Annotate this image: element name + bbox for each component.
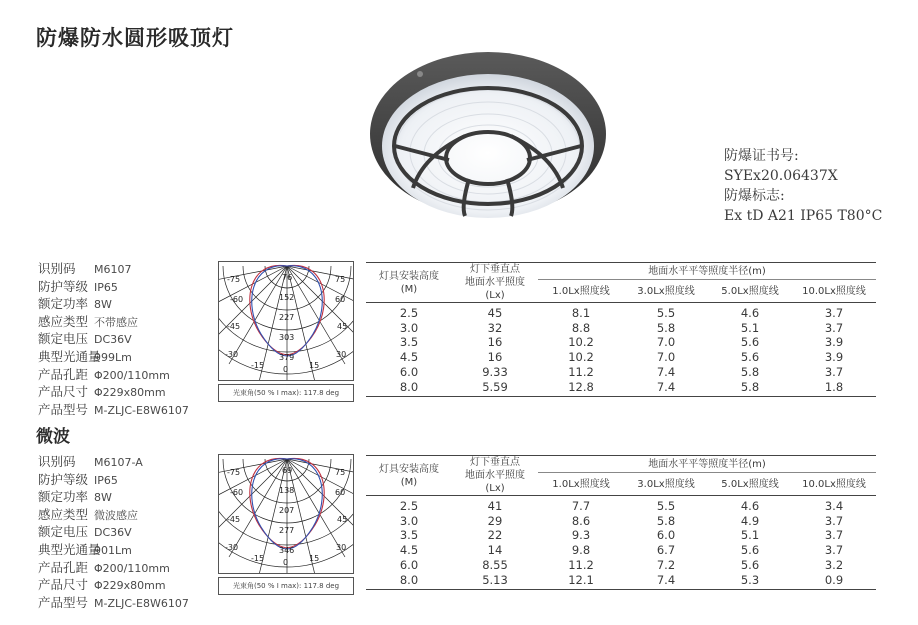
table-cell: 41 bbox=[487, 499, 503, 513]
table-cell: 4.9 bbox=[740, 513, 760, 528]
table-cell: 16 bbox=[487, 335, 503, 350]
angle-label: 15 bbox=[309, 361, 320, 370]
table-cell: 8.0 bbox=[366, 380, 452, 397]
table-cell: 2.5 bbox=[399, 499, 419, 513]
angle-label: -30 bbox=[225, 543, 239, 552]
col-header-center-lux: 灯下垂直点 地面水平照度 (Lx) bbox=[452, 456, 538, 496]
table-cell: 3.7 bbox=[824, 306, 844, 320]
spec-key: 额定功率 bbox=[38, 296, 89, 312]
table-cell: 3.0 bbox=[399, 320, 419, 335]
table-cell: 7.0 bbox=[656, 350, 676, 365]
table-cell: 0.9 bbox=[792, 573, 876, 590]
table-cell: 22 bbox=[487, 528, 503, 543]
spec-key: 产品孔距 bbox=[38, 366, 89, 382]
spec-row bbox=[38, 331, 189, 349]
table-cell: 3.2 bbox=[824, 557, 844, 572]
cert-number: SYEx20.06437X bbox=[724, 168, 838, 184]
spec-value: 8W bbox=[94, 298, 112, 312]
table-cell: 6.7 bbox=[656, 543, 676, 558]
spec-row bbox=[38, 349, 189, 367]
spec-key: 典型光通量 bbox=[38, 541, 101, 557]
table-cell: 5.8 bbox=[740, 364, 760, 379]
polar-light-distribution-diagram bbox=[218, 261, 354, 381]
angle-label: -60 bbox=[230, 488, 244, 497]
spec-value: 901Lm bbox=[94, 543, 132, 557]
spec-value: M-ZLJC-E8W6107 bbox=[94, 403, 189, 417]
table-cell: 3.5 bbox=[399, 335, 419, 350]
angle-label: -30 bbox=[225, 350, 239, 359]
table-cell: 6.0 bbox=[399, 364, 419, 379]
table-cell: 5.6 bbox=[740, 543, 760, 558]
table-cell: 5.13 bbox=[452, 573, 538, 590]
table-cell: 45 bbox=[487, 306, 503, 320]
table-cell: 3.7 bbox=[824, 528, 844, 543]
col-header-3lx: 3.0Lx照度线 bbox=[624, 473, 708, 496]
spec-value: Φ200/110mm bbox=[94, 561, 170, 575]
table-cell: 3.7 bbox=[824, 364, 844, 379]
spec-value: M-ZLJC-E8W6107 bbox=[94, 596, 189, 610]
ring-label: 152 bbox=[279, 293, 295, 302]
table-cell: 3.7 bbox=[824, 543, 844, 558]
table-cell: 3.4 bbox=[824, 499, 844, 513]
spec-key: 识别码 bbox=[38, 261, 76, 276]
spec-value: Φ229x80mm bbox=[94, 579, 166, 593]
spec-value: Φ229x80mm bbox=[94, 386, 166, 400]
table-cell: 4.5 bbox=[399, 350, 419, 365]
col-header-10lx: 10.0Lx照度线 bbox=[792, 280, 876, 303]
angle-label: 30 bbox=[336, 543, 347, 552]
spec-row bbox=[38, 595, 189, 613]
table-row bbox=[366, 543, 876, 558]
table-cell: 8.55 bbox=[482, 557, 508, 572]
table-cell: 3.7 bbox=[824, 320, 844, 335]
beam-angle-note: 光束角(50 % I max): 117.8 deg bbox=[218, 577, 354, 595]
spec-row bbox=[38, 472, 189, 490]
table-cell: 1.8 bbox=[792, 380, 876, 397]
spec-key: 产品尺寸 bbox=[38, 577, 89, 593]
spec-key: 产品型号 bbox=[38, 594, 89, 610]
spec-row bbox=[38, 507, 189, 525]
table-cell: 8.6 bbox=[571, 513, 591, 528]
ring-label: 207 bbox=[279, 506, 295, 515]
table-cell: 16 bbox=[487, 350, 503, 365]
col-header-5lx: 5.0Lx照度线 bbox=[708, 280, 792, 303]
spec-key: 产品型号 bbox=[38, 401, 89, 417]
table-cell: 3.7 bbox=[824, 513, 844, 528]
spec-key: 额定电压 bbox=[38, 331, 89, 347]
ring-label: 277 bbox=[279, 526, 295, 535]
table-cell: 5.6 bbox=[740, 557, 760, 572]
angle-label: 0 bbox=[283, 558, 289, 567]
table-cell: 9.33 bbox=[482, 364, 508, 379]
ring-label: 69 bbox=[282, 466, 293, 475]
ring-label: 303 bbox=[279, 333, 295, 342]
table-row bbox=[366, 350, 876, 365]
table-row bbox=[366, 380, 876, 397]
lamp-product-image bbox=[365, 38, 611, 228]
table-cell: 5.1 bbox=[740, 528, 760, 543]
angle-label: -75 bbox=[227, 468, 241, 477]
table-cell: 12.8 bbox=[538, 380, 624, 397]
table-cell: 4.6 bbox=[740, 306, 760, 320]
table-row bbox=[366, 558, 876, 573]
table-cell: 5.8 bbox=[656, 320, 676, 335]
table-row bbox=[366, 303, 876, 321]
illuminance-table bbox=[366, 262, 876, 397]
table-cell: 3.9 bbox=[824, 335, 844, 350]
table-cell: 10.2 bbox=[568, 335, 594, 350]
page-title: 防爆防水圆形吸顶灯 bbox=[36, 26, 234, 50]
spec-value: 微波感应 bbox=[94, 508, 138, 522]
spec-value: Φ200/110mm bbox=[94, 368, 170, 382]
table-cell: 14 bbox=[487, 543, 503, 558]
angle-label: 60 bbox=[335, 295, 346, 304]
table-cell: 5.5 bbox=[656, 306, 676, 320]
spec-row bbox=[38, 314, 189, 332]
table-row bbox=[366, 528, 876, 543]
spec-key: 感应类型 bbox=[38, 313, 89, 329]
col-header-1lx: 1.0Lx照度线 bbox=[538, 280, 624, 303]
spec-key: 感应类型 bbox=[38, 506, 89, 522]
ring-label: 76 bbox=[282, 273, 293, 282]
spec-value: 不带感应 bbox=[94, 315, 138, 329]
spec-list bbox=[38, 454, 189, 612]
angle-label: -45 bbox=[227, 515, 241, 524]
spec-key: 识别码 bbox=[38, 454, 76, 469]
col-header-height: 灯具安装高度 (M) bbox=[366, 456, 452, 496]
col-header-10lx: 10.0Lx照度线 bbox=[792, 473, 876, 496]
spec-value: IP65 bbox=[94, 280, 118, 294]
spec-value: M6107 bbox=[94, 263, 132, 276]
table-cell: 7.4 bbox=[656, 364, 676, 379]
ring-label: 346 bbox=[279, 546, 295, 555]
table-cell: 8.8 bbox=[571, 320, 591, 335]
illuminance-table bbox=[366, 455, 876, 590]
col-header-3lx: 3.0Lx照度线 bbox=[624, 280, 708, 303]
spec-row bbox=[38, 279, 189, 297]
angle-label: 75 bbox=[335, 468, 346, 477]
table-cell: 3.9 bbox=[824, 350, 844, 365]
table-cell: 7.7 bbox=[571, 499, 591, 513]
table-cell: 8.1 bbox=[571, 306, 591, 320]
spec-value: DC36V bbox=[94, 333, 132, 347]
angle-label: -60 bbox=[230, 295, 244, 304]
table-cell: 7.2 bbox=[656, 557, 676, 572]
spec-row bbox=[38, 384, 189, 402]
spec-key: 额定电压 bbox=[38, 524, 89, 540]
table-cell: 8.0 bbox=[366, 573, 452, 590]
angle-label: 30 bbox=[336, 350, 347, 359]
spec-row bbox=[38, 560, 189, 578]
table-cell: 2.5 bbox=[399, 306, 419, 320]
angle-label: -75 bbox=[227, 275, 241, 284]
angle-label: 60 bbox=[335, 488, 346, 497]
angle-label: -45 bbox=[227, 322, 241, 331]
spec-row bbox=[38, 542, 189, 560]
angle-label: 45 bbox=[337, 515, 348, 524]
table-row bbox=[366, 496, 876, 514]
spec-key: 典型光通量 bbox=[38, 348, 101, 364]
table-cell: 11.2 bbox=[568, 364, 594, 379]
table-cell: 32 bbox=[487, 320, 503, 335]
spec-row bbox=[38, 489, 189, 507]
spec-row bbox=[38, 454, 189, 472]
table-row bbox=[366, 514, 876, 529]
col-header-1lx: 1.0Lx照度线 bbox=[538, 473, 624, 496]
spec-list bbox=[38, 261, 189, 419]
spec-value: DC36V bbox=[94, 526, 132, 540]
table-cell: 3.5 bbox=[399, 528, 419, 543]
col-header-5lx: 5.0Lx照度线 bbox=[708, 473, 792, 496]
section-title: 微波 bbox=[36, 427, 70, 447]
table-cell: 6.0 bbox=[399, 557, 419, 572]
col-header-radius-group: 地面水平平等照度半径(m) bbox=[538, 263, 876, 280]
table-row bbox=[366, 335, 876, 350]
table-cell: 5.8 bbox=[656, 513, 676, 528]
ring-label: 227 bbox=[279, 313, 295, 322]
table-cell: 12.1 bbox=[538, 573, 624, 590]
table-cell: 11.2 bbox=[568, 557, 594, 572]
table-row bbox=[366, 573, 876, 590]
ring-label: 138 bbox=[279, 486, 295, 495]
table-cell: 4.5 bbox=[399, 543, 419, 558]
table-cell: 3.0 bbox=[399, 513, 419, 528]
angle-label: -15 bbox=[251, 554, 265, 563]
angle-label: 15 bbox=[309, 554, 320, 563]
table-cell: 5.8 bbox=[708, 380, 792, 397]
table-cell: 5.6 bbox=[740, 350, 760, 365]
table-row bbox=[366, 365, 876, 380]
mark-value: Ex tD A21 IP65 T80°C bbox=[724, 208, 883, 224]
table-cell: 4.6 bbox=[740, 499, 760, 513]
angle-label: 45 bbox=[337, 322, 348, 331]
angle-label: -15 bbox=[251, 361, 265, 370]
ring-label: 379 bbox=[279, 353, 295, 362]
table-cell: 5.6 bbox=[740, 335, 760, 350]
table-cell: 10.2 bbox=[568, 350, 594, 365]
spec-value: IP65 bbox=[94, 473, 118, 487]
spec-key: 防护等级 bbox=[38, 278, 89, 294]
table-cell: 6.0 bbox=[656, 528, 676, 543]
spec-key: 额定功率 bbox=[38, 489, 89, 505]
spec-key: 产品孔距 bbox=[38, 559, 89, 575]
table-cell: 5.3 bbox=[708, 573, 792, 590]
spec-row bbox=[38, 402, 189, 420]
spec-key: 防护等级 bbox=[38, 471, 89, 487]
col-header-radius-group: 地面水平平等照度半径(m) bbox=[538, 456, 876, 473]
spec-value: 8W bbox=[94, 491, 112, 505]
table-cell: 9.3 bbox=[571, 528, 591, 543]
table-cell: 7.4 bbox=[624, 573, 708, 590]
table-cell: 5.1 bbox=[740, 320, 760, 335]
angle-label: 0 bbox=[283, 365, 289, 374]
angle-label: 75 bbox=[335, 275, 346, 284]
beam-angle-note: 光束角(50 % I max): 117.8 deg bbox=[218, 384, 354, 402]
table-cell: 5.5 bbox=[656, 499, 676, 513]
spec-row bbox=[38, 261, 189, 279]
table-cell: 7.4 bbox=[624, 380, 708, 397]
col-header-center-lux: 灯下垂直点 地面水平照度 (Lx) bbox=[452, 263, 538, 303]
cert-label: 防爆证书号: bbox=[724, 148, 799, 164]
explosion-proof-certificate bbox=[724, 146, 882, 226]
table-cell: 7.0 bbox=[656, 335, 676, 350]
table-cell: 9.8 bbox=[571, 543, 591, 558]
mark-label: 防爆标志: bbox=[724, 188, 785, 204]
table-cell: 5.59 bbox=[452, 380, 538, 397]
spec-key: 产品尺寸 bbox=[38, 384, 89, 400]
spec-value: 999Lm bbox=[94, 350, 132, 364]
spec-row bbox=[38, 296, 189, 314]
col-header-height: 灯具安装高度 (M) bbox=[366, 263, 452, 303]
spec-value: M6107-A bbox=[94, 456, 143, 469]
table-row bbox=[366, 321, 876, 336]
spec-row bbox=[38, 524, 189, 542]
polar-light-distribution-diagram bbox=[218, 454, 354, 574]
spec-row bbox=[38, 367, 189, 385]
spec-row bbox=[38, 577, 189, 595]
table-cell: 29 bbox=[487, 513, 503, 528]
